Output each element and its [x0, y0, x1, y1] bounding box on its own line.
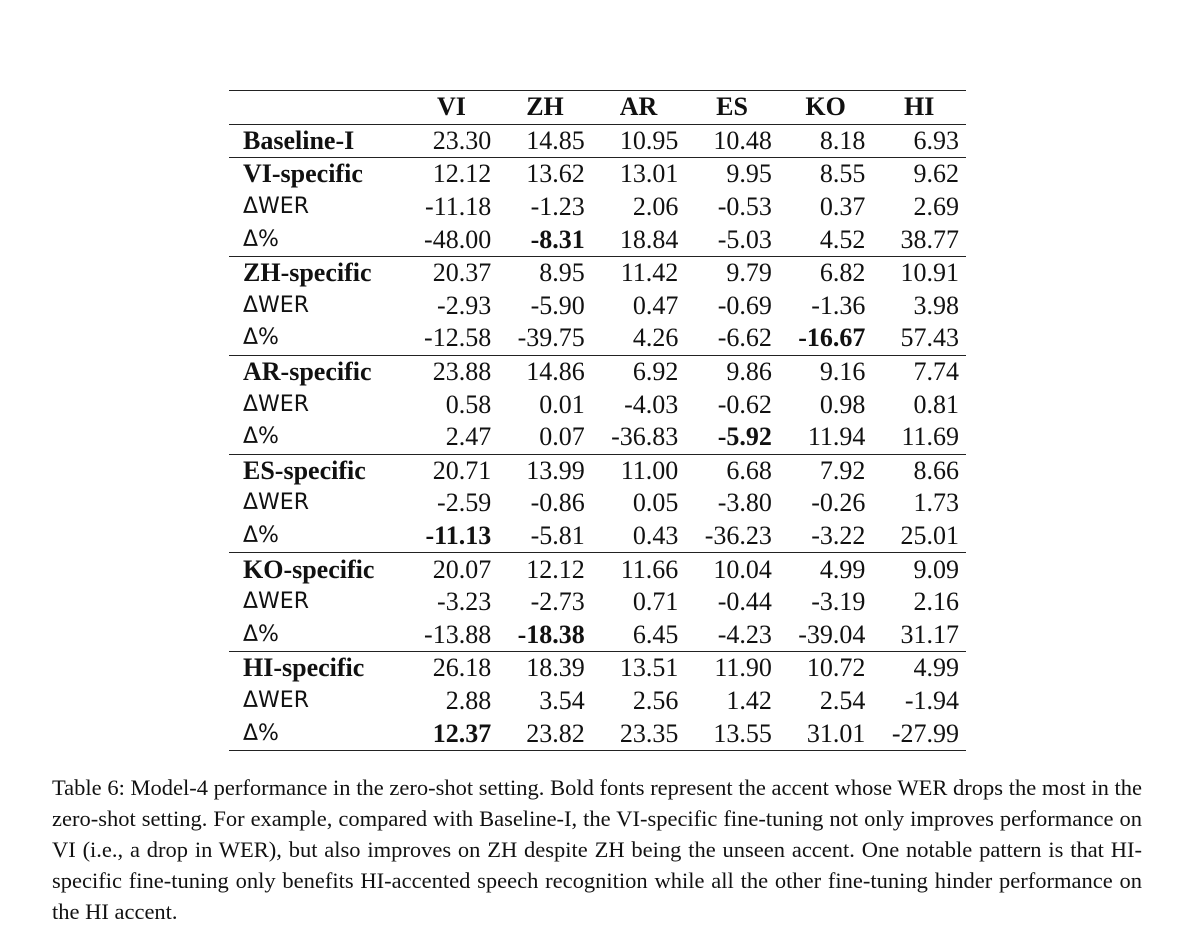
value-cell: 2.69	[913, 192, 959, 222]
row-label: Δ%	[229, 717, 405, 750]
value-cell: 3.54	[539, 685, 585, 715]
value-cell: 8.18	[779, 124, 873, 158]
value-cell: 11.66	[620, 554, 679, 584]
delta-row	[229, 421, 966, 454]
value-cell: 2.06	[632, 192, 679, 222]
value-cell: 2.88	[445, 685, 492, 715]
value-cell: 1.42	[726, 685, 772, 715]
header-row	[229, 91, 966, 125]
value-cell: 10.91	[900, 258, 959, 288]
column-header: VI	[405, 91, 499, 125]
row-label: ΔWER	[243, 589, 309, 615]
column-header: ZH	[498, 91, 592, 125]
value-cell: -39.75	[498, 322, 592, 355]
header-corner-cell	[229, 91, 405, 125]
table-body	[229, 124, 966, 750]
value-cell: 0.01	[539, 389, 585, 419]
value-cell: -5.81	[498, 520, 592, 553]
row-label: Δ%	[229, 223, 405, 256]
value-cell: -3.80	[717, 488, 772, 518]
value-cell: 12.12	[526, 554, 585, 584]
value-cell: -1.23	[530, 192, 585, 222]
table-caption: Table 6: Model-4 performance in the zero-shot setting. Bold fonts represent the accent whose WER drops the most in the zero-shot setting. For example, compared with Baseline-I, the VI-specific fine-tuning not only improves performance on VI (i.e., a drop in WER), but also improves on ZH despite ZH being the unseen accent. One notable pattern is that HI-specific fine-tuning only benefits HI-accented speech recognition while all the other fine-tuning hinder performance on the HI accent.	[52, 775, 1142, 924]
value-cell: 8.95	[539, 258, 585, 288]
row-label: ΔWER	[243, 194, 309, 220]
value-cell: 4.99	[819, 554, 866, 584]
value-cell: 12.12	[432, 159, 492, 189]
delta-row	[229, 520, 966, 553]
value-cell: 9.86	[726, 357, 772, 387]
column-header: AR	[592, 91, 686, 125]
value-cell: 9.79	[726, 258, 772, 288]
value-cell: 3.98	[913, 290, 959, 320]
value-cell: -1.94	[904, 685, 959, 715]
row-label: ΔWER	[243, 490, 309, 516]
value-cell: -5.03	[685, 223, 779, 256]
results-table	[229, 90, 966, 751]
row-label: AR-specific	[243, 357, 372, 387]
value-cell: 7.74	[913, 357, 959, 387]
value-cell: 23.82	[498, 717, 592, 750]
column-header: KO	[779, 91, 873, 125]
value-cell: 13.55	[685, 717, 779, 750]
model-row	[229, 652, 966, 685]
row-label: ΔWER	[243, 292, 309, 318]
value-cell: 0.37	[819, 192, 866, 222]
value-cell: 20.37	[432, 258, 492, 288]
delta-row	[229, 685, 966, 718]
value-cell: -5.90	[530, 290, 585, 320]
model-row	[229, 124, 966, 158]
value-cell: -0.62	[717, 389, 772, 419]
model-row	[229, 355, 966, 388]
row-label: HI-specific	[243, 653, 365, 683]
value-cell: 26.18	[432, 653, 492, 683]
value-cell: -2.73	[530, 587, 585, 617]
value-cell: -16.67	[779, 322, 873, 355]
value-cell: 0.71	[632, 587, 679, 617]
row-label: Δ%	[229, 421, 405, 454]
value-cell: 1.73	[913, 488, 959, 518]
row-label: Δ%	[229, 619, 405, 652]
value-cell: 2.54	[819, 685, 866, 715]
row-label: ΔWER	[243, 687, 309, 713]
value-cell: 0.43	[592, 520, 686, 553]
delta-row	[229, 487, 966, 520]
delta-row	[229, 290, 966, 323]
value-cell: 18.39	[526, 653, 585, 683]
value-cell: 11.90	[714, 653, 772, 683]
row-label: ΔWER	[243, 391, 309, 417]
value-cell: -2.93	[437, 290, 492, 320]
column-header: HI	[872, 91, 966, 125]
value-cell: -3.22	[779, 520, 873, 553]
value-cell: 31.17	[872, 619, 966, 652]
value-cell: -0.26	[811, 488, 866, 518]
value-cell: 57.43	[872, 322, 966, 355]
value-cell: 9.95	[726, 159, 772, 189]
model-row	[229, 553, 966, 586]
value-cell: 31.01	[779, 717, 873, 750]
value-cell: 13.62	[526, 159, 585, 189]
value-cell: -8.31	[498, 223, 592, 256]
column-header: ES	[685, 91, 779, 125]
row-label: VI-specific	[243, 159, 363, 189]
delta-row	[229, 191, 966, 224]
delta-row	[229, 322, 966, 355]
value-cell: 4.99	[913, 653, 959, 683]
row-label: Δ%	[229, 520, 405, 553]
value-cell: 10.72	[806, 653, 866, 683]
value-cell: 10.95	[592, 124, 686, 158]
value-cell: -11.18	[425, 192, 492, 222]
delta-row	[229, 619, 966, 652]
value-cell: -0.53	[717, 192, 772, 222]
value-cell: 2.16	[913, 587, 959, 617]
row-label: ZH-specific	[243, 258, 372, 288]
value-cell: -13.88	[405, 619, 499, 652]
value-cell: 13.01	[619, 159, 679, 189]
value-cell: -4.23	[685, 619, 779, 652]
value-cell: 14.85	[498, 124, 592, 158]
value-cell: 8.55	[819, 159, 866, 189]
value-cell: 9.62	[913, 159, 959, 189]
value-cell: 11.69	[872, 421, 966, 454]
model-row	[229, 256, 966, 289]
value-cell: -12.58	[405, 322, 499, 355]
value-cell: 0.98	[819, 389, 866, 419]
delta-row	[229, 586, 966, 619]
value-cell: 23.35	[592, 717, 686, 750]
value-cell: 11.00	[620, 455, 679, 485]
value-cell: 13.99	[526, 455, 585, 485]
value-cell: 10.48	[685, 124, 779, 158]
value-cell: 2.56	[632, 685, 679, 715]
row-label: ES-specific	[243, 455, 366, 485]
model-row	[229, 454, 966, 487]
value-cell: 38.77	[872, 223, 966, 256]
value-cell: -48.00	[405, 223, 499, 256]
value-cell: -18.38	[498, 619, 592, 652]
value-cell: 6.68	[726, 455, 772, 485]
value-cell: 2.47	[405, 421, 499, 454]
value-cell: 20.07	[432, 554, 492, 584]
value-cell: 10.04	[713, 554, 772, 584]
value-cell: 6.82	[819, 258, 866, 288]
model-row	[229, 158, 966, 191]
value-cell: 9.09	[913, 554, 959, 584]
value-cell: 11.42	[620, 258, 679, 288]
value-cell: 9.16	[819, 357, 866, 387]
value-cell: -11.13	[405, 520, 499, 553]
value-cell: -27.99	[872, 717, 966, 750]
value-cell: 14.86	[526, 357, 585, 387]
value-cell: -36.83	[592, 421, 686, 454]
value-cell: 7.92	[819, 455, 866, 485]
value-cell: 4.52	[779, 223, 873, 256]
row-label: Baseline-I	[229, 124, 405, 158]
value-cell: 20.71	[432, 455, 492, 485]
value-cell: 0.81	[913, 389, 959, 419]
delta-row	[229, 717, 966, 750]
value-cell: -6.62	[685, 322, 779, 355]
value-cell: 18.84	[592, 223, 686, 256]
value-cell: -0.86	[530, 488, 585, 518]
value-cell: -39.04	[779, 619, 873, 652]
delta-row	[229, 223, 966, 256]
value-cell: 0.47	[632, 290, 679, 320]
value-cell: 23.88	[432, 357, 492, 387]
value-cell: -5.92	[685, 421, 779, 454]
row-label: KO-specific	[243, 554, 375, 584]
value-cell: 23.30	[405, 124, 499, 158]
value-cell: -36.23	[685, 520, 779, 553]
value-cell: 6.92	[632, 357, 679, 387]
value-cell: 0.07	[498, 421, 592, 454]
value-cell: 0.58	[445, 389, 492, 419]
value-cell: 25.01	[872, 520, 966, 553]
value-cell: 6.93	[872, 124, 966, 158]
value-cell: -3.23	[437, 587, 492, 617]
value-cell: 4.26	[592, 322, 686, 355]
value-cell: -4.03	[624, 389, 679, 419]
row-label: Δ%	[229, 322, 405, 355]
delta-row	[229, 388, 966, 421]
value-cell: 8.66	[913, 455, 959, 485]
table-header	[229, 91, 966, 125]
value-cell: 6.45	[592, 619, 686, 652]
value-cell: 0.05	[632, 488, 679, 518]
value-cell: 11.94	[779, 421, 873, 454]
value-cell: 12.37	[405, 717, 499, 750]
value-cell: -3.19	[811, 587, 866, 617]
value-cell: -0.44	[717, 587, 772, 617]
value-cell: -2.59	[437, 488, 492, 518]
value-cell: -1.36	[811, 290, 866, 320]
value-cell: 13.51	[619, 653, 679, 683]
value-cell: -0.69	[717, 290, 772, 320]
